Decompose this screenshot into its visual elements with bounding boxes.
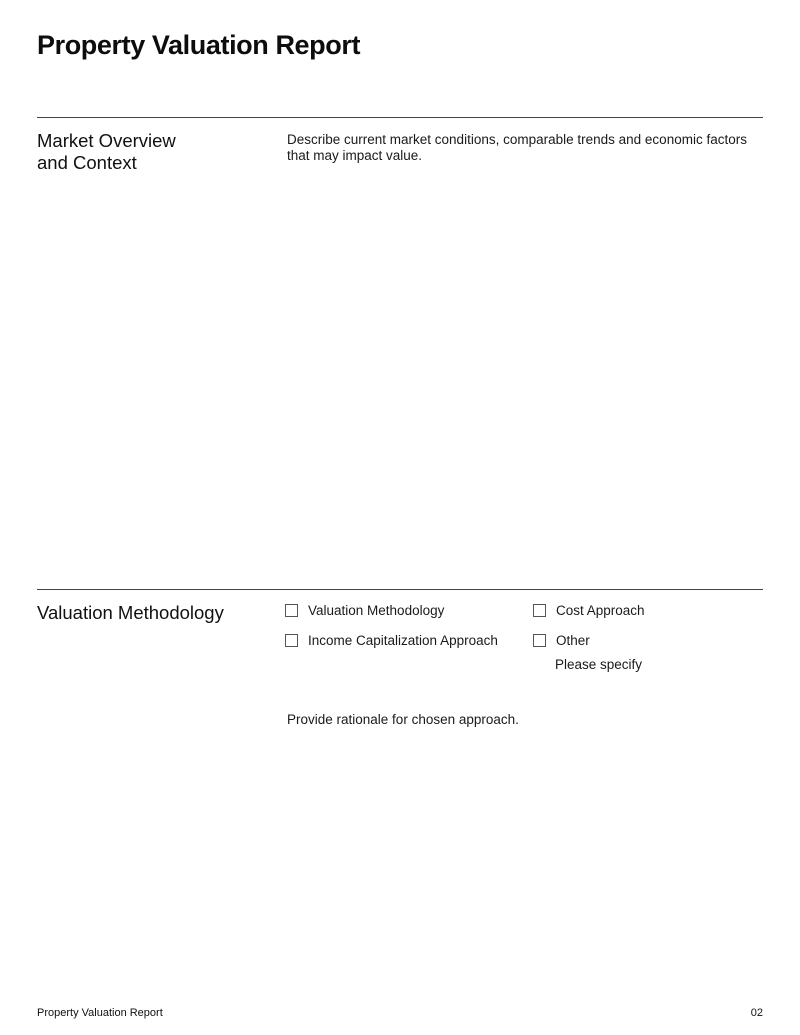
- section-heading-line: Market Overview: [37, 130, 176, 151]
- checkbox[interactable]: [285, 634, 298, 647]
- section-divider: [37, 589, 763, 590]
- market-overview-prompt: Describe current market conditions, comparable trends and economic factors that may impact value.: [287, 132, 747, 163]
- page-title: Property Valuation Report: [37, 30, 361, 60]
- checkbox[interactable]: [285, 604, 298, 617]
- option-income-capitalization-approach[interactable]: [285, 633, 498, 648]
- other-specify-field[interactable]: Please specify: [555, 657, 643, 672]
- option-label: Valuation Methodology: [308, 603, 445, 618]
- section-divider: [37, 117, 763, 118]
- option-label: Other: [556, 633, 590, 648]
- option-valuation-methodology[interactable]: [285, 603, 444, 618]
- section-heading-market-overview: [37, 130, 257, 174]
- section-heading-line: and Context: [37, 152, 137, 173]
- footer-page-number: 02: [750, 1007, 763, 1019]
- option-label: Cost Approach: [556, 603, 645, 618]
- section-heading-valuation-methodology: Valuation Methodology: [37, 602, 224, 623]
- footer-document-title: Property Valuation Report: [37, 1007, 163, 1019]
- option-cost-approach[interactable]: [533, 603, 645, 618]
- option-other[interactable]: [533, 633, 590, 648]
- option-label: Income Capitalization Approach: [308, 633, 498, 648]
- checkbox[interactable]: [533, 604, 546, 617]
- checkbox[interactable]: [533, 634, 546, 647]
- methodology-rationale-prompt: Provide rationale for chosen approach.: [287, 712, 519, 727]
